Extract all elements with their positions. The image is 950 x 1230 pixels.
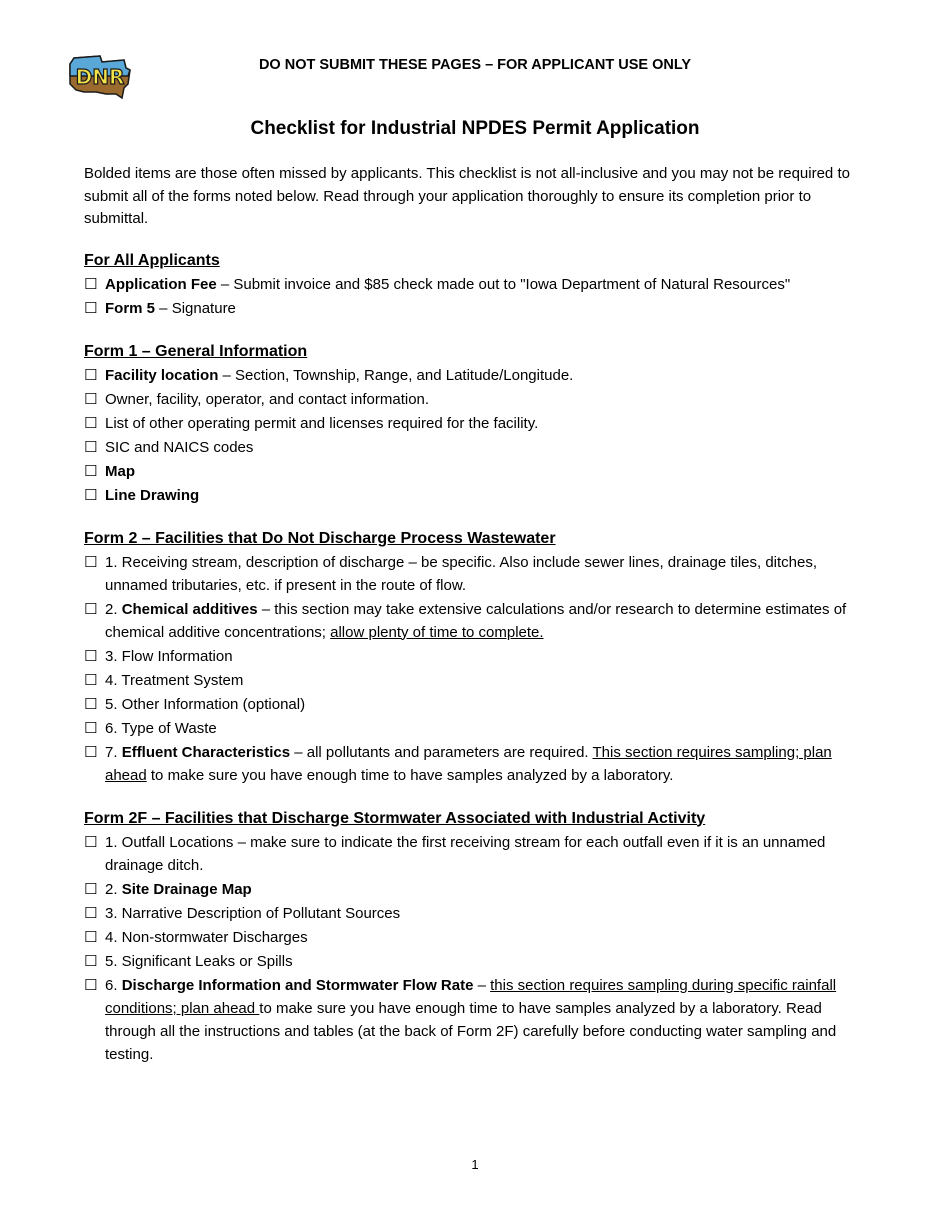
page-title: Checklist for Industrial NPDES Permit Application bbox=[250, 118, 700, 139]
section-heading: For All Applicants bbox=[84, 251, 220, 269]
intro-paragraph: Bolded items are those often missed by applicants. This checklist is not all-inclusive and you may not be required to submit all of the forms noted below. Read through your application thoroughly to ensure its completion prior to submittal. bbox=[84, 165, 850, 227]
applicant-notice: DO NOT SUBMIT THESE PAGES – FOR APPLICANT USE ONLY bbox=[258, 57, 692, 73]
checkbox-icon[interactable]: ☐ bbox=[84, 275, 98, 293]
checkbox-icon[interactable]: ☐ bbox=[84, 647, 98, 665]
checklist-item: ☐ Owner, facility, operator, and contact information. bbox=[84, 388, 874, 411]
checklist-item: ☐ 3. Flow Information bbox=[84, 645, 874, 668]
checkbox-icon[interactable]: ☐ bbox=[84, 486, 98, 504]
section-heading: Form 2 – Facilities that Do Not Discharge Process Wastewater bbox=[84, 529, 556, 547]
checkbox-icon[interactable]: ☐ bbox=[84, 671, 98, 689]
checkbox-icon[interactable]: ☐ bbox=[84, 833, 98, 851]
checkbox-icon[interactable]: ☐ bbox=[84, 553, 98, 571]
checklist-item: ☐ Facility location – Section, Township, Range, and Latitude/Longitude. bbox=[84, 364, 874, 387]
checklist-item: ☐ SIC and NAICS codes bbox=[84, 436, 874, 459]
checklist-item: ☐ 6. Discharge Information and Stormwater Flow Rate – this section requires sampling during specific rainfall conditions; plan ahead to make sure you have enough time to have samples analyzed by a laboratory. Read through all the instructions and tables (at the back of Form 2F) carefully before conducting water sampling and testing. bbox=[84, 974, 874, 1066]
checkbox-icon[interactable]: ☐ bbox=[84, 719, 98, 737]
checklist-item: ☐ 7. Effluent Characteristics – all pollutants and parameters are required. This section requires sampling; plan ahead to make sure you have enough time to have samples analyzed by a laboratory. bbox=[84, 741, 874, 787]
checkbox-icon[interactable]: ☐ bbox=[84, 600, 98, 618]
checkbox-icon[interactable]: ☐ bbox=[84, 904, 98, 922]
checklist-item: ☐ 2. Site Drainage Map bbox=[84, 878, 874, 901]
checklist-item: ☐ List of other operating permit and licenses required for the facility. bbox=[84, 412, 874, 435]
checklist-item: ☐ 2. Chemical additives – this section may take extensive calculations and/or research to determine estimates of chemical additive concentrations; allow plenty of time to complete. bbox=[84, 598, 874, 644]
section-form-1 bbox=[84, 340, 874, 507]
checkbox-icon[interactable]: ☐ bbox=[84, 366, 98, 384]
checklist-item: ☐ 4. Treatment System bbox=[84, 669, 874, 692]
checkbox-icon[interactable]: ☐ bbox=[84, 414, 98, 432]
dnr-logo-text: DNR bbox=[75, 65, 125, 89]
checkbox-icon[interactable]: ☐ bbox=[84, 976, 98, 994]
section-heading: Form 1 – General Information bbox=[84, 342, 308, 360]
checkbox-icon[interactable]: ☐ bbox=[84, 299, 98, 317]
checkbox-icon[interactable]: ☐ bbox=[84, 952, 98, 970]
checklist-item: ☐ 3. Narrative Description of Pollutant Sources bbox=[84, 902, 874, 925]
checklist-item: ☐ Application Fee – Submit invoice and $85 check made out to "Iowa Department of Natural Resources" bbox=[84, 273, 874, 296]
page-number: 1 bbox=[471, 1157, 479, 1172]
checkbox-icon[interactable]: ☐ bbox=[84, 438, 98, 456]
checklist-body bbox=[84, 163, 874, 1067]
checklist-item: ☐ 5. Significant Leaks or Spills bbox=[84, 950, 874, 973]
checklist-item: ☐ 4. Non-stormwater Discharges bbox=[84, 926, 874, 949]
section-form-2f bbox=[84, 807, 874, 1066]
checkbox-icon[interactable]: ☐ bbox=[84, 880, 98, 898]
checklist-item: ☐ 6. Type of Waste bbox=[84, 717, 874, 740]
checkbox-icon[interactable]: ☐ bbox=[84, 743, 98, 761]
section-heading: Form 2F – Facilities that Discharge Stormwater Associated with Industrial Activity bbox=[84, 809, 706, 827]
checkbox-icon[interactable]: ☐ bbox=[84, 462, 98, 480]
checklist-item: ☐ 1. Outfall Locations – make sure to indicate the first receiving stream for each outfall even if it is an unnamed drainage ditch. bbox=[84, 831, 874, 877]
section-all-applicants bbox=[84, 249, 874, 320]
checkbox-icon[interactable]: ☐ bbox=[84, 390, 98, 408]
section-form-2 bbox=[84, 527, 874, 787]
checklist-item: ☐ 1. Receiving stream, description of discharge – be specific. Also include sewer lines, drainage tiles, ditches, unnamed tributaries, etc. if present in the route of flow. bbox=[84, 551, 874, 597]
checkbox-icon[interactable]: ☐ bbox=[84, 928, 98, 946]
checklist-item: ☐ Form 5 – Signature bbox=[84, 297, 874, 320]
checkbox-icon[interactable]: ☐ bbox=[84, 695, 98, 713]
checklist-item: ☐ 5. Other Information (optional) bbox=[84, 693, 874, 716]
checklist-item: ☐ Line Drawing bbox=[84, 484, 874, 507]
checklist-item: ☐ Map bbox=[84, 460, 874, 483]
